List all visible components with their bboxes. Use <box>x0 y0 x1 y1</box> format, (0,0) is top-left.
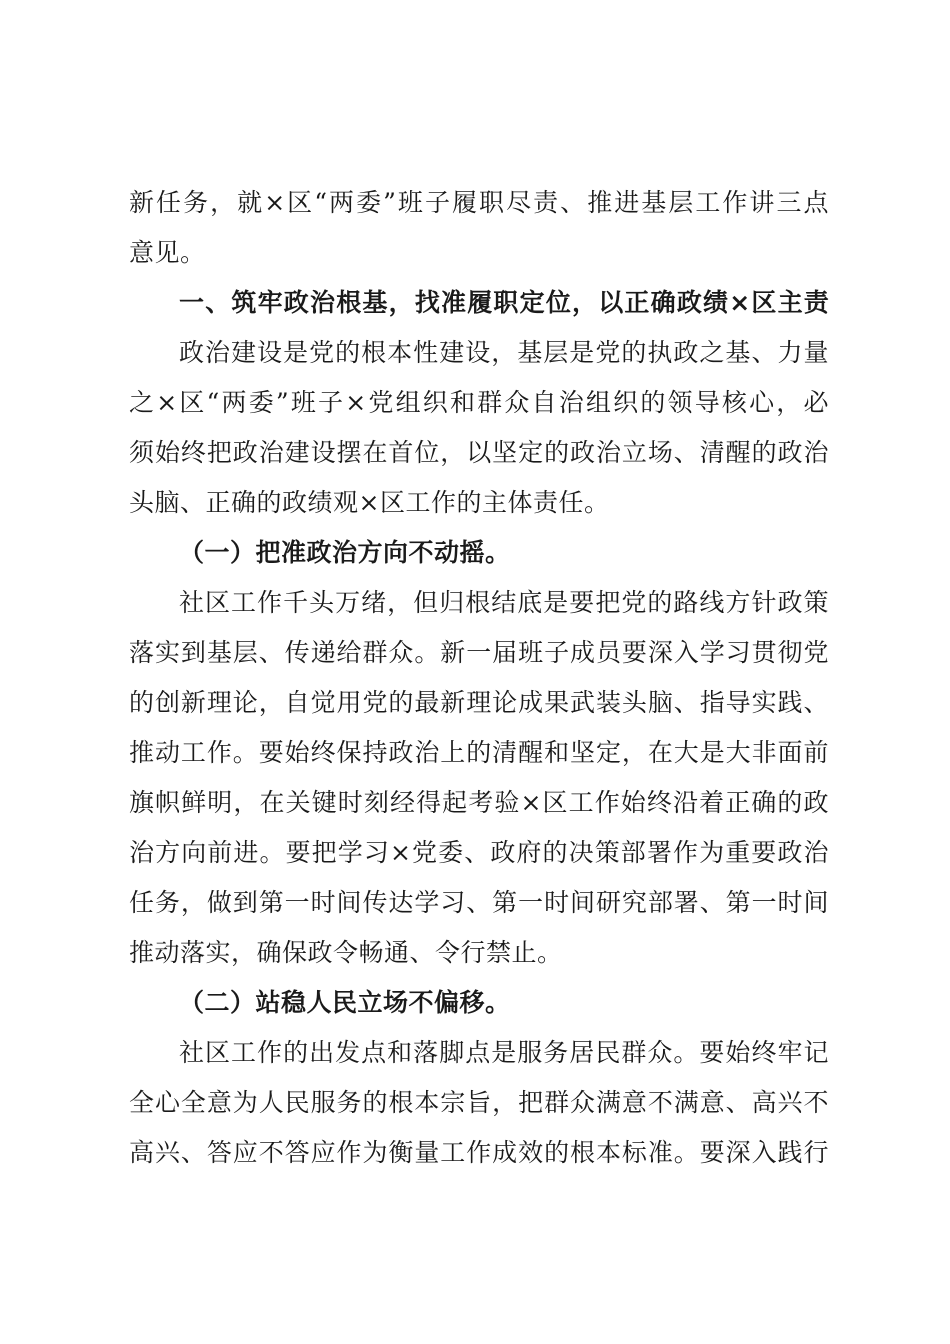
body-line: 治方向前进。要把学习×党委、政府的决策部署作为重要政治 <box>129 838 829 867</box>
body-line: 推动工作。要始终保持政治上的清醒和坚定，在大是大非面前 <box>129 738 829 767</box>
body-line: 旗帜鲜明，在关键时刻经得起考验×区工作始终沿着正确的政 <box>129 788 829 817</box>
body-line: 高兴、答应不答应作为衡量工作成效的根本标准。要深入践行 <box>129 1138 829 1167</box>
body-line: 任务，做到第一时间传达学习、第一时间研究部署、第一时间 <box>129 888 829 917</box>
section-heading-1: 一、筑牢政治根基，找准履职定位，以正确政绩×区主责 <box>179 288 829 317</box>
body-line: 的创新理论，自觉用党的最新理论成果武装头脑、指导实践、 <box>129 688 829 717</box>
body-line: 社区工作的出发点和落脚点是服务居民群众。要始终牢记 <box>179 1038 829 1067</box>
body-line: 全心全意为人民服务的根本宗旨，把群众满意不满意、高兴不 <box>129 1088 829 1117</box>
body-line: 社区工作千头万绪，但归根结底是要把党的路线方针政策 <box>179 588 829 617</box>
body-line: 头脑、正确的政绩观×区工作的主体责任。 <box>129 488 610 517</box>
body-line: 须始终把政治建设摆在首位，以坚定的政治立场、清醒的政治 <box>129 438 829 467</box>
subsection-heading-1: （一）把准政治方向不动摇。 <box>179 538 511 567</box>
body-line: 落实到基层、传递给群众。新一届班子成员要深入学习贯彻党 <box>129 638 829 667</box>
body-line: 新任务，就×区“两委”班子履职尽责、推进基层工作讲三点 <box>129 188 829 217</box>
document-body <box>129 178 829 1178</box>
body-line: 政治建设是党的根本性建设，基层是党的执政之基、力量 <box>179 338 829 367</box>
subsection-heading-2: （二）站稳人民立场不偏移。 <box>179 988 511 1017</box>
body-line: 意见。 <box>129 238 206 267</box>
body-line: 推动落实，确保政令畅通、令行禁止。 <box>129 938 563 967</box>
body-line: 之×区“两委”班子×党组织和群众自治组织的领导核心，必 <box>129 388 829 417</box>
